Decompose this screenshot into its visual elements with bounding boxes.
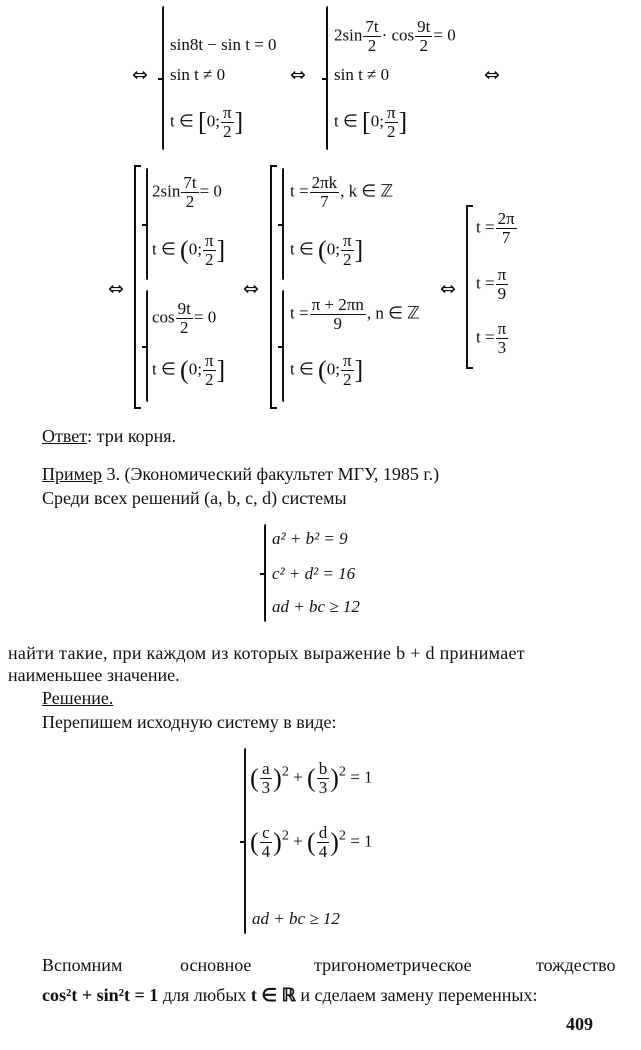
word: Вспомним xyxy=(42,955,123,975)
fraction: $\frac{9t}{2}$ xyxy=(417,17,431,55)
equation-line: ( $\frac{c}{4}$ )$^2$ + ( $\frac{d}{4}$ )$^2$ = 1 xyxy=(250,823,373,861)
answer-line xyxy=(42,426,176,447)
equation-line: t = $\frac{2\pi k}{7}$ , k ∈ ℤ xyxy=(290,173,394,211)
text-line: Перепишем исходную систему в виде: xyxy=(42,712,337,732)
system-brace-1 xyxy=(162,6,164,150)
fraction: $\frac{\pi}{2}$ xyxy=(222,103,232,141)
equation-line: cos $\frac{9t}{2}$ = 0 xyxy=(152,299,217,337)
equiv-arrow-5: ⇔ xyxy=(243,278,259,300)
equation-line: t = $\frac{\pi + 2\pi n}{9}$ , n ∈ ℤ xyxy=(290,295,420,333)
identity-line: cos²t + sin²t = 1 для любых t ∈ ℝ и сделаем замену переменных: xyxy=(42,985,538,1005)
equation-line: ad + bc ≥ 12 xyxy=(252,909,340,928)
equation-line: ad + bc ≥ 12 xyxy=(272,597,360,616)
equiv-arrow-1: ⇔ xyxy=(132,64,148,86)
equation-line: sin t ≠ 0 xyxy=(334,65,390,84)
interval-zero: 0; xyxy=(206,111,220,131)
solution-label: Решение. xyxy=(42,688,114,708)
system-brace-3 xyxy=(146,168,148,280)
answer-label: Ответ xyxy=(42,426,88,446)
equiv-arrow-3: ⇔ xyxy=(484,64,500,86)
equation-line: a² + b² = 9 xyxy=(272,529,348,548)
fraction: $\frac{7t}{2}$ xyxy=(365,17,379,55)
equiv-arrow-6: ⇔ xyxy=(440,278,456,300)
equation-line: t ∈ [0; $\frac{\pi}{2}$ ] xyxy=(334,103,408,141)
equation-line: t = $\frac{2\pi}{7}$ xyxy=(476,209,515,247)
system-brace-5 xyxy=(282,168,284,280)
text-line: Среди всех решений (a, b, c, d) системы xyxy=(42,488,347,508)
equation-line: t = $\frac{\pi}{9}$ xyxy=(476,265,507,303)
system-brace-4 xyxy=(146,290,148,402)
equation-line: 2sin $\frac{7t}{2}$ = 0 xyxy=(152,173,222,211)
equiv-arrow-2: ⇔ xyxy=(290,64,306,86)
equiv-arrow-4: ⇔ xyxy=(108,278,124,300)
equation-line: t ∈ (0; $\frac{\pi}{2}$ ] xyxy=(290,231,364,269)
justified-line xyxy=(42,955,622,977)
word: тождество xyxy=(536,955,616,975)
aggregate-bracket-2 xyxy=(270,165,277,409)
example-heading xyxy=(42,464,439,485)
equation-line: sin t ≠ 0 xyxy=(170,65,226,84)
equation-line: ( $\frac{a}{3}$ )$^2$ + ( $\frac{b}{3}$ )$^2$ = 1 xyxy=(250,759,373,797)
page-number: 409 xyxy=(566,1014,593,1034)
equation-line: t ∈ (0; $\frac{\pi}{2}$ ] xyxy=(152,231,226,269)
example-text: 3. (Экономический факультет МГУ, 1985 г.) xyxy=(102,464,440,484)
equation-line: t ∈ (0; $\frac{\pi}{2}$ ] xyxy=(290,351,364,389)
fraction: $\frac{\pi}{2}$ xyxy=(386,103,396,141)
aggregate-bracket-3 xyxy=(466,205,473,369)
system-brace-6 xyxy=(282,290,284,402)
word: тригонометрическое xyxy=(314,955,472,975)
aggregate-bracket-1 xyxy=(134,165,141,409)
equation-line: 2sin $\frac{7t}{2}$ · cos $\frac{9t}{2}$ = 0 xyxy=(334,17,456,55)
equation-line: sin8t − sin t = 0 xyxy=(170,35,277,54)
identity-formula: cos²t + sin²t = 1 xyxy=(42,985,159,1005)
example-label: Пример xyxy=(42,464,103,484)
equation-line: t = $\frac{\pi}{3}$ xyxy=(476,319,507,357)
paragraph-line: наименьшее значение. xyxy=(8,665,180,685)
paragraph-line: найти такие, при каждом из которых выражение b + d принимает xyxy=(8,643,525,663)
equation-line: t ∈ (0; $\frac{\pi}{2}$ ] xyxy=(152,351,226,389)
membership-prefix: t ∈ xyxy=(170,111,194,131)
system-brace-2 xyxy=(326,6,328,150)
equation-line xyxy=(170,104,243,141)
bracket-open: [ xyxy=(198,107,207,137)
system-brace-8 xyxy=(244,748,246,934)
equation-line: c² + d² = 16 xyxy=(272,564,356,583)
bracket-close: ] xyxy=(234,107,244,137)
word: основное xyxy=(180,955,252,975)
answer-text: : три корня. xyxy=(87,426,177,446)
system-brace-7 xyxy=(264,524,266,622)
